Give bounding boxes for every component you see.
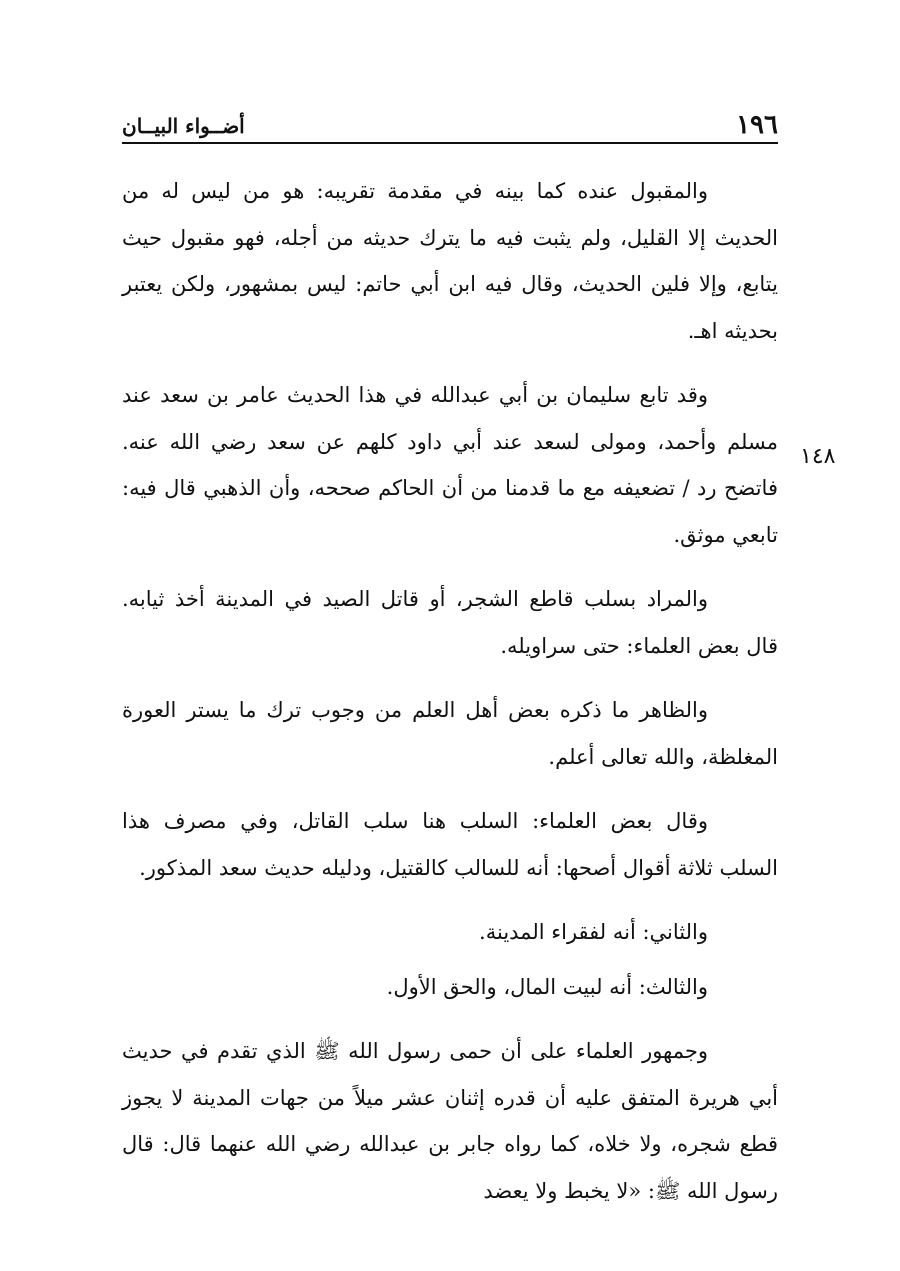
page-number: ١٩٦ [736, 110, 778, 140]
paragraph: وقال بعض العلماء: السلب هنا سلب القاتل، وفي مصرف هذا السلب ثلاثة أقوال أصحها: أنه للسالب كالقتيل، ودليله حديث سعد المذكور. [122, 809, 778, 880]
margin-page-reference: ١٤٨ [800, 444, 836, 469]
running-title: أضــواء البيــان [122, 114, 245, 138]
paragraph: وجمهور العلماء على أن حمى رسول الله ﷺ الذي تقدم في حديث أبي هريرة المتفق عليه أن قدره إثنان عشر ميلاً من جهات المدينة لا يجوز قطع شجره، ولا خلاه، كما رواه جابر بن عبدالله رضي الله عنهما قال: قال رسول الله ﷺ: «لا يخبط ولا يعضد [122, 1039, 778, 1203]
paragraph: والظاهر ما ذكره بعض أهل العلم من وجوب ترك ما يستر العورة المغلظة، والله تعالى أعلم. [122, 698, 778, 769]
paragraph: والمقبول عنده كما بينه في مقدمة تقريبه: هو من ليس له من الحديث إلا القليل، ولم يثبت فيه ما يترك حديثه من أجله، فهو مقبول حيث يتابع، وإلا فلين الحديث، وقال فيه ابن أبي حاتم: ليس بمشهور، ولكن يعتبر بحديثه اهـ. [122, 179, 778, 343]
main-text [122, 168, 778, 1232]
paragraph: وقد تابع سليمان بن أبي عبدالله في هذا الحديث عامر بن سعد عند مسلم وأحمد، ومولى لسعد عند أبي داود كلهم عن سعد رضي الله عنه. فاتضح رد / تضعيفه مع ما قدمنا من أن الحاكم صححه، وأن الذهبي قال فيه: تابعي موثق. [122, 383, 778, 547]
paragraph: والثالث: أنه لبيت المال، والحق الأول. [386, 974, 708, 999]
paragraph: والثاني: أنه لفقراء المدينة. [479, 920, 708, 944]
page-header [122, 104, 778, 144]
paragraph: والمراد بسلب قاطع الشجر، أو قاتل الصيد في المدينة أخذ ثيابه. قال بعض العلماء: حتى سراويله. [122, 587, 778, 658]
